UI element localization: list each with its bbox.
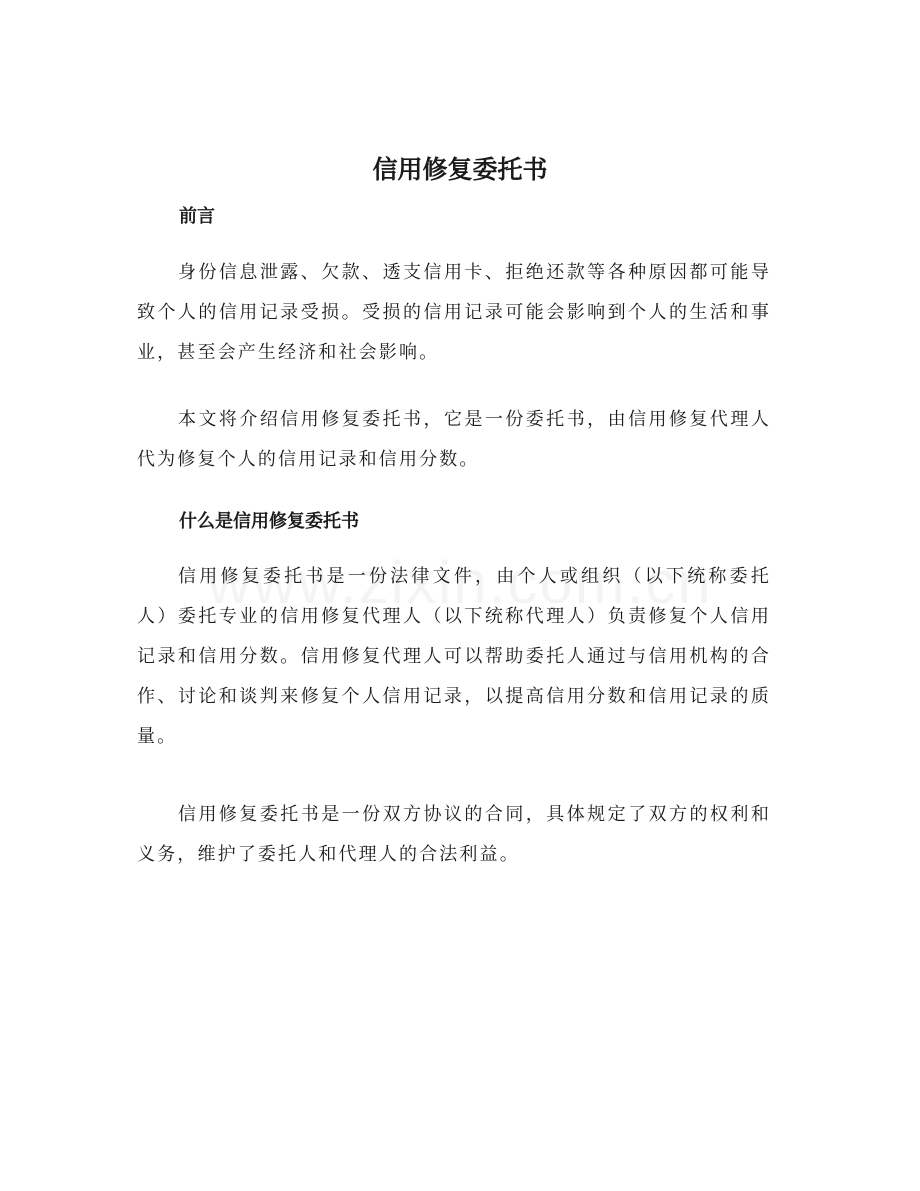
paragraph: 信用修复委托书是一份双方协议的合同，具体规定了双方的权利和义务，维护了委托人和代理人的合法利益。 xyxy=(137,804,771,865)
paragraph: 身份信息泄露、欠款、透支信用卡、拒绝还款等各种原因都可能导致个人的信用记录受损。受损的信用记录可能会影响到个人的生活和事业，甚至会产生经济和社会影响。 xyxy=(137,262,771,363)
document-title: 信用修复委托书 xyxy=(372,155,548,184)
paragraph: 本文将介绍信用修复委托书，它是一份委托书，由信用修复代理人代为修复个人的信用记录和信用分数。 xyxy=(137,409,771,470)
paragraph: 信用修复委托书是一份法律文件，由个人或组织（以下统称委托人）委托专业的信用修复代理人（以下统称代理人）负责修复个人信用记录和信用分数。信用修复代理人可以帮助委托人通过与信用机构的合作、讨论和谈判来修复个人信用记录，以提高信用分数和信用记录的质量。 xyxy=(137,566,771,747)
section-heading-definition: 什么是信用修复委托书 xyxy=(179,511,359,532)
section-heading-preface: 前言 xyxy=(179,206,215,227)
